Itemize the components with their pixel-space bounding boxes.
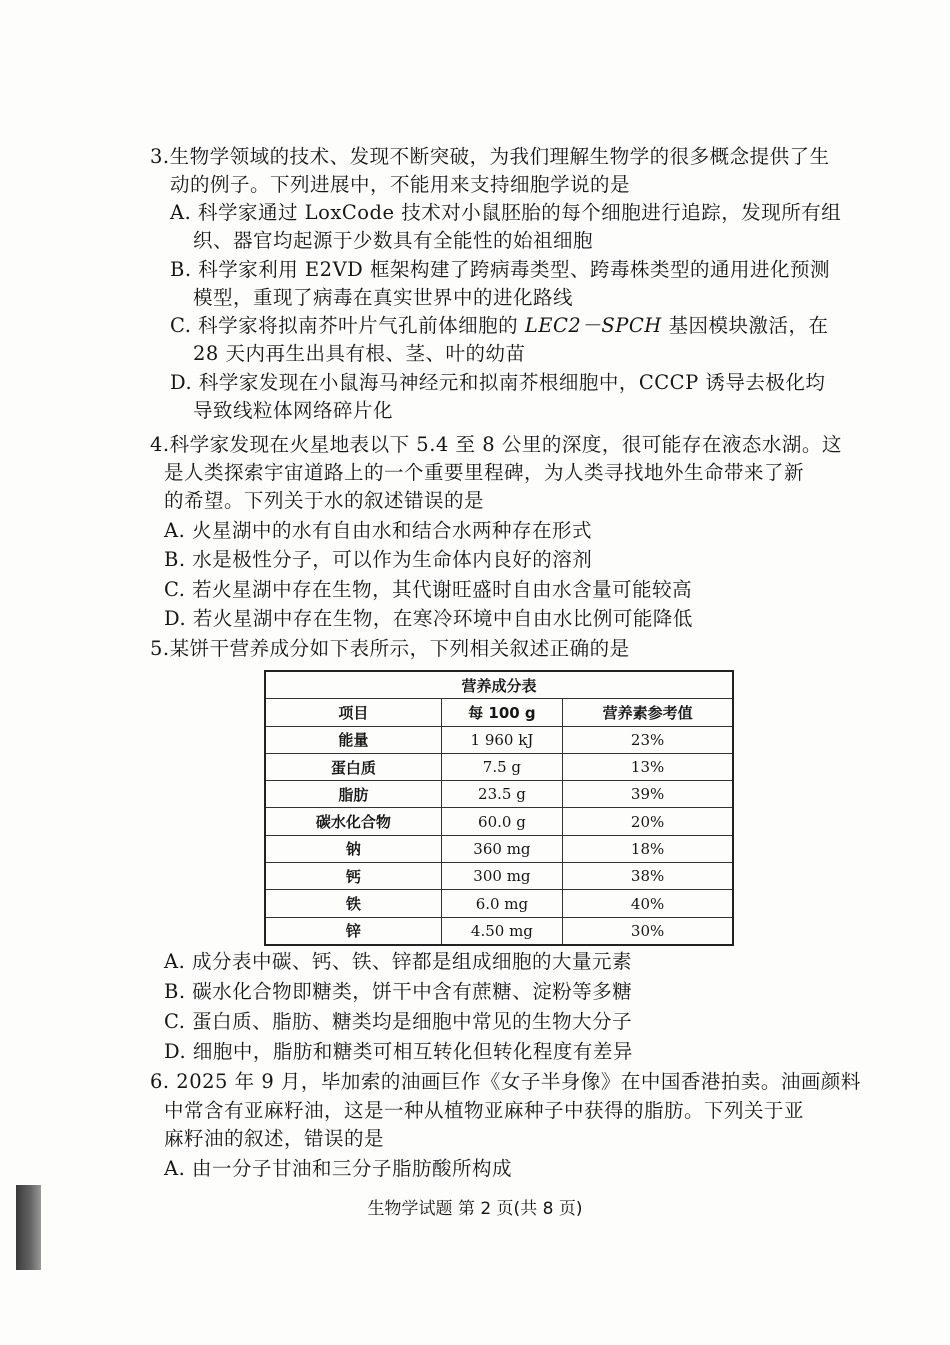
q4-stem-line1: 4.科学家发现在火星地表以下 5.4 至 8 公里的深度，很可能存在液态水湖。这	[150, 433, 842, 456]
table-row	[265, 781, 733, 808]
row-percent: 30%	[563, 917, 733, 945]
row-amount: 360 mg	[441, 835, 563, 862]
nutrition-table	[264, 670, 734, 946]
q3-gene-name: LEC2－SPCH	[524, 314, 662, 337]
table-row	[265, 863, 733, 890]
q5-option-b: B. 碳水化合物即糖类，饼干中含有蔗糖、淀粉等多糖	[164, 980, 633, 1003]
binding-edge	[16, 1185, 41, 1270]
q3-option-c-line2: 28 天内再生出具有根、茎、叶的幼苗	[193, 342, 526, 365]
q3-option-b-line2: 模型，重现了病毒在真实世界中的进化路线	[193, 286, 574, 309]
table-row	[265, 808, 733, 835]
q5-option-a: A. 成分表中碳、钙、铁、锌都是组成细胞的大量元素	[164, 950, 632, 973]
table-row	[265, 917, 733, 945]
q5-option-c: C. 蛋白质、脂肪、糖类均是细胞中常见的生物大分子	[164, 1010, 633, 1033]
table-row	[265, 753, 733, 780]
table-row	[265, 835, 733, 862]
q3-option-c-suffix: 基因模块激活，在	[661, 314, 829, 337]
q4-option-d: D. 若火星湖中存在生物，在寒冷环境中自由水比例可能降低	[164, 607, 693, 630]
header-reference-value: 营养素参考值	[563, 699, 733, 726]
row-amount: 6.0 mg	[441, 890, 563, 917]
nutrition-table-caption-row	[265, 671, 733, 699]
q3-option-c-line1	[170, 312, 828, 340]
q3-option-c-prefix: C. 科学家将拟南芥叶片气孔前体细胞的	[170, 314, 525, 337]
page-footer: 生物学试题 第 2 页(共 8 页)	[367, 1199, 583, 1219]
header-item: 项目	[265, 699, 441, 726]
q4-option-a: A. 火星湖中的水有自由水和结合水两种存在形式	[164, 519, 592, 542]
row-item: 锌	[265, 917, 441, 945]
row-amount: 23.5 g	[441, 781, 563, 808]
q3-option-b-line1: B. 科学家利用 E2VD 框架构建了跨病毒类型、跨毒株类型的通用进化预测	[170, 258, 830, 281]
row-percent: 39%	[563, 781, 733, 808]
row-percent: 13%	[563, 753, 733, 780]
row-amount: 7.5 g	[441, 753, 563, 780]
row-percent: 38%	[563, 863, 733, 890]
q3-option-a-line2: 织、器官均起源于少数具有全能性的始祖细胞	[193, 229, 594, 252]
q4-stem-line2: 是人类探索宇宙道路上的一个重要里程碑，为人类寻找地外生命带来了新	[164, 461, 805, 484]
row-percent: 23%	[563, 726, 733, 753]
q3-option-d-line1: D. 科学家发现在小鼠海马神经元和拟南芥根细胞中，CCCP 诱导去极化均	[170, 371, 826, 394]
q4-option-c: C. 若火星湖中存在生物，其代谢旺盛时自由水含量可能较高	[164, 578, 693, 601]
q6-stem-line2: 中常含有亚麻籽油，这是一种从植物亚麻种子中获得的脂肪。下列关于亚	[164, 1099, 805, 1122]
row-percent: 20%	[563, 808, 733, 835]
nutrition-table-caption: 营养成分表	[265, 671, 733, 699]
row-amount: 300 mg	[441, 863, 563, 890]
q6-option-a: A. 由一分子甘油和三分子脂肪酸所构成	[164, 1157, 512, 1180]
row-percent: 40%	[563, 890, 733, 917]
nutrition-table-header-row	[265, 699, 733, 726]
row-item: 脂肪	[265, 781, 441, 808]
q4-option-b: B. 水是极性分子，可以作为生命体内良好的溶剂	[164, 548, 593, 571]
q3-option-d-line2: 导致线粒体网络碎片化	[193, 399, 394, 422]
q3-stem-line2: 动的例子。下列进展中，不能用来支持细胞学说的是	[170, 173, 631, 196]
q5-option-d: D. 细胞中，脂肪和糖类可相互转化但转化程度有差异	[164, 1040, 633, 1063]
q3-option-a-line1: A. 科学家通过 LoxCode 技术对小鼠胚胎的每个细胞进行追踪，发现所有组	[170, 201, 842, 224]
header-per-100g: 每 100 g	[441, 699, 563, 726]
row-item: 钙	[265, 863, 441, 890]
row-item: 铁	[265, 890, 441, 917]
row-item: 钠	[265, 835, 441, 862]
row-item: 蛋白质	[265, 753, 441, 780]
q5-stem: 5.某饼干营养成分如下表所示，下列相关叙述正确的是	[150, 637, 630, 660]
q3-stem-line1: 3.生物学领域的技术、发现不断突破，为我们理解生物学的很多概念提供了生	[150, 145, 830, 168]
row-item: 能量	[265, 726, 441, 753]
row-amount: 4.50 mg	[441, 917, 563, 945]
row-percent: 18%	[563, 835, 733, 862]
table-row	[265, 890, 733, 917]
q6-stem-line3: 麻籽油的叙述，错误的是	[164, 1127, 385, 1150]
row-item: 碳水化合物	[265, 808, 441, 835]
q6-stem-line1: 6. 2025 年 9 月，毕加索的油画巨作《女子半身像》在中国香港拍卖。油画颜料	[150, 1070, 861, 1093]
q4-stem-line3: 的希望。下列关于水的叙述错误的是	[164, 489, 485, 512]
row-amount: 1 960 kJ	[441, 726, 563, 753]
row-amount: 60.0 g	[441, 808, 563, 835]
table-row	[265, 726, 733, 753]
